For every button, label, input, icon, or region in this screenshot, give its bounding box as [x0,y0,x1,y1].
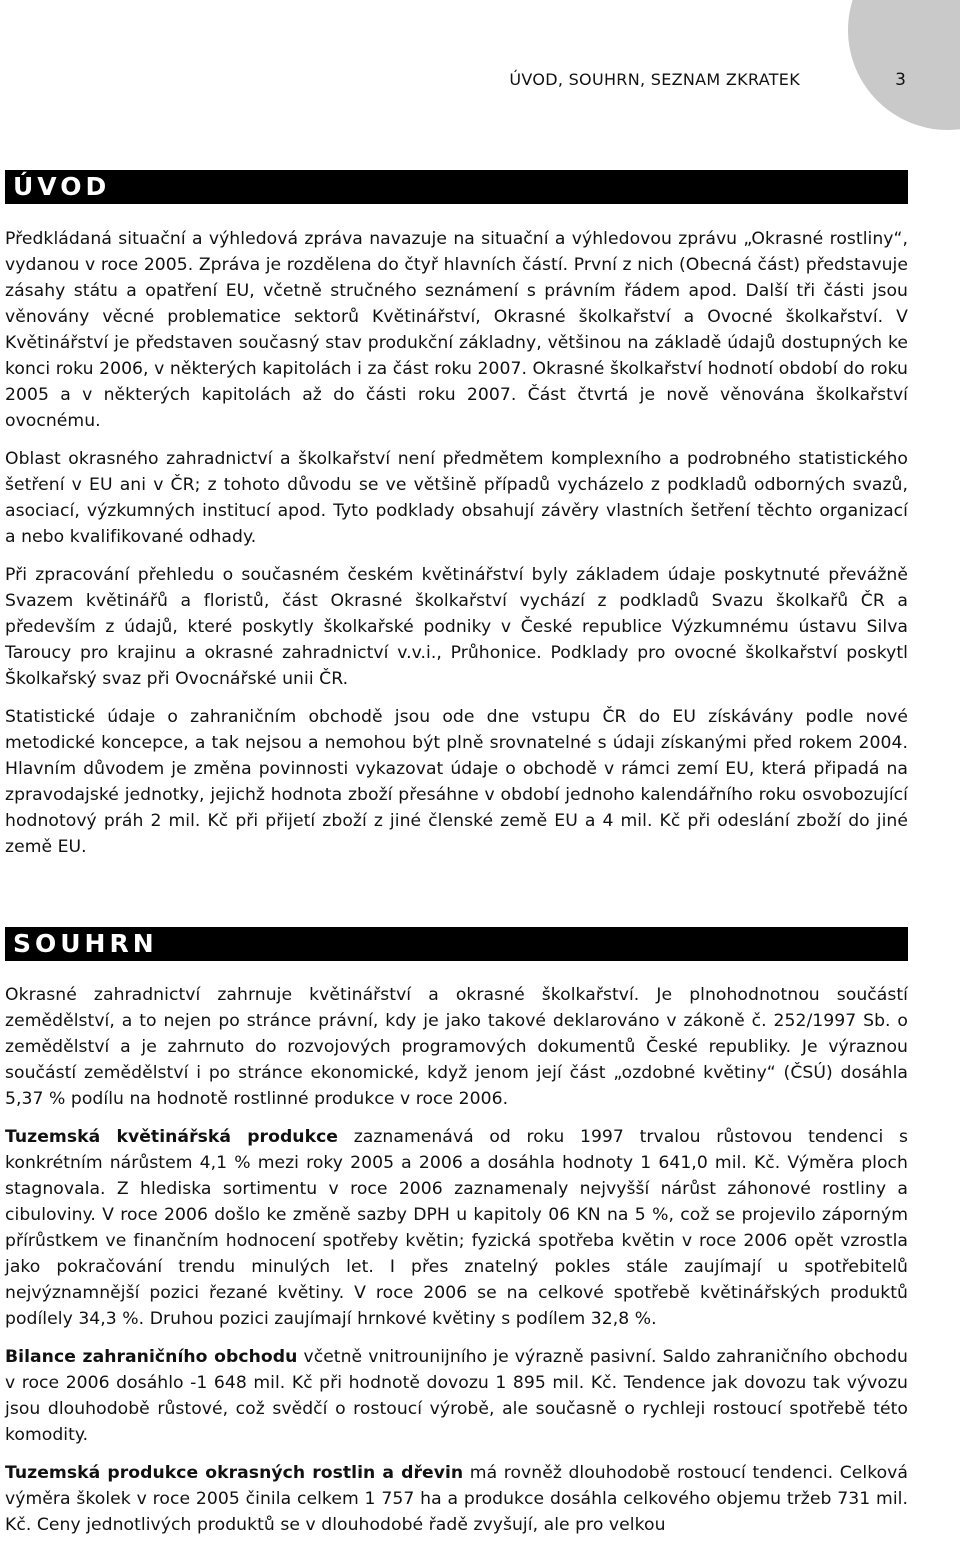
section-heading-text: SOUHRN [13,929,158,958]
summary-paragraph [5,1344,908,1448]
section-heading-uvod [5,170,908,204]
intro-paragraph: Statistické údaje o zahraničním obchodě jsou ode dne vstupu ČR do EU získávány podle nové metodické koncepce, a tak nejsou a nemohou být plně srovnatelné s údaji získanými před rokem 2004. Hlavním důvodem je změna povinnosti vykazovat údaje o obchodě v rámci zemí EU, která připadá na zpravodajské jednotky, jejichž hodnota zboží přesáhne v období jednoho kalendářního roku osvobozující hodnotový práh 2 mil. Kč při přijetí zboží z jiné členské země EU a 4 mil. Kč při odeslání zboží do jiné země EU. [5,707,908,857]
summary-lead: Tuzemská květinářská produkce [5,1127,339,1147]
summary-text: zaznamenává od roku 1997 trvalou růstovou tendenci s konkrétním nárůstem 4,1 % mezi roky 2005 a 2006 a dosáhla hodnoty 1 641,0 mil. Kč. Výměra ploch stagnovala. Z hlediska sortimentu v roce 2006 zaznamenaly nejvyšší nárůst záhonové rostliny a cibuloviny. V roce 2006 došlo ke změně sazby DPH u kapitoly 06 KN na 5 %, což se projevilo záporným přírůstkem ve finančním hodnocení spotřeby květin; fyzická spotřeba květin v roce 2006 opět vzrostla jako pokračování trendu minulých let. I přes znatelný pokles stále zaujímají u spotřebitelů nejvýznamnější pozici řezané květiny. V roce 2006 se na celkové spotřebě květinářských produktů podílely 34,3 %. Druhou pozici zaujímají hrnkové květiny s podílem 32,8 %. [5,1127,909,1329]
running-header: ÚVOD, SOUHRN, SEZNAM ZKRATEK [509,70,800,89]
intro-paragraph: Oblast okrasného zahradnictví a školkařství není předmětem komplexního a podrobného statistického šetření v EU ani v ČR; z tohoto důvodu se ve většině případů vycházelo z podkladů odborných svazů, asociací, výzkumných institucí apod. Tyto podklady obsahují závěry vlastních šetření těchto organizací a nebo kvalifikované odhady. [5,449,908,547]
summary-text: má rovněž dlouhodobě rostoucí tendenci. Celková výměra školek v roce 2005 činila celkem 1 757 ha a produkce dosáhla celkového objemu tržeb 731 mil. Kč. Ceny jednotlivých produktů se v dlouhodobé řadě zvyšují, ale pro velkou [5,1463,908,1535]
intro-paragraph: Při zpracování přehledu o současném českém květinářství byly základem údaje poskytnuté převážně Svazem květinářů a floristů, část Okrasné školkařství vychází z podkladů Svazu školkařů ČR a především z údajů, které poskytly školkařské podniky v České republice Výzkumnému ústavu Silva Taroucy pro krajinu a okrasné zahradnictví v.v.i., Průhonice. Podklady pro ovocné školkařství poskytl Školkařský svaz při Ovocnářské unii ČR. [5,565,908,689]
section-heading-text: ÚVOD [13,172,111,201]
summary-paragraph: Okrasné zahradnictví zahrnuje květinářství a okrasné školkařství. Je plnohodnotnou součástí zemědělství, a to nejen po stránce právní, kdy je jako takové deklarováno v zákoně č. 252/1997 Sb. o zemědělství a je zahrnuto do rozvojových programových dokumentů České republiky. Je výraznou součástí zemědělství i po stránce ekonomické, když jenom její část „ozdobné květiny“ (ČSÚ) dosáhla 5,37 % podílu na hodnotě rostlinné produkce v roce 2006. [5,985,908,1109]
summary-paragraph [5,1460,908,1538]
section-heading-souhrn [5,927,908,961]
corner-decoration [842,0,960,132]
page-number: 3 [895,70,906,90]
summary-lead: Tuzemská produkce okrasných rostlin a dřevin [5,1463,464,1483]
intro-paragraph: Předkládaná situační a výhledová zpráva navazuje na situační a výhledovou zprávu „Okrasné rostliny“, vydanou v roce 2005. Zpráva je rozdělena do čtyř hlavních částí. První z nich (Obecná část) představuje zásahy státu a opatření EU, včetně stručného seznámení s právním řádem apod. Další tři části jsou věnovány věcné problematice sektorů Květinářství, Okrasné školkařství a Ovocné školkařství. V Květinářství je představen současný stav produkční základny, většinou na základě údajů dostupných ke konci roku 2006, v některých kapitolách i za část roku 2007. Okrasné školkařství hodnotí období do roku 2005 a v některých kapitolách až do části roku 2007. Část čtvrtá je nově věnována školkařství ovocnému. [5,229,908,431]
summary-paragraph [5,1124,908,1332]
summary-text: včetně vnitrounijního je výrazně pasivní. Saldo zahraničního obchodu v roce 2006 dosáhlo -1 648 mil. Kč při hodnotě dovozu 1 895 mil. Kč. Tendence jak dovozu tak vývozu jsou dlouhodobě růstové, což svědčí o rostoucí výrobě, ale současně o rychleji rostoucí spotřebě této komodity. [5,1347,908,1445]
intro-section [5,226,908,872]
summary-section [5,982,908,1550]
summary-lead: Bilance zahraničního obchodu [5,1347,298,1367]
